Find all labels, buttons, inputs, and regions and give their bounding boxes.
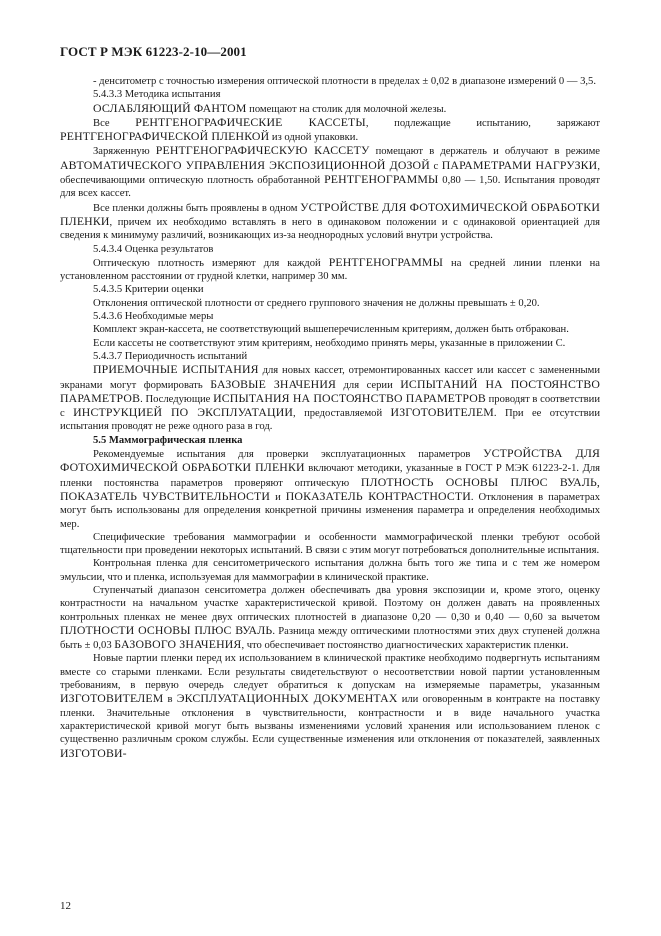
text-run: 5.4.3.3 Методика испытания — [93, 89, 221, 101]
paragraph — [60, 652, 600, 760]
text-run: с — [429, 160, 442, 172]
text-run: . Отклонения в параметрах могут быть использованы для определения конкретной причины изменения параметра и определения необходимых мер. — [60, 491, 600, 530]
term: ОСЛАБЛЯЮЩИЙ ФАНТОМ — [93, 100, 247, 115]
term: ПЛОТНОСТИ ОСНОВЫ ПЛЮС ВУАЛЬ — [60, 622, 273, 637]
paragraph — [60, 447, 600, 531]
text-run: 5.4.3.6 Необходимые меры — [93, 311, 214, 323]
paragraph — [60, 584, 600, 652]
paragraph — [60, 144, 600, 200]
text-run: Заряженную — [93, 146, 156, 158]
subsection-heading — [60, 88, 600, 101]
text-run: Ступенчатый диапазон сенситометра должен обеспечивать два уровня экспозиции и, кроме этого, оценку контрастности на начальном участке характеристической кривой. Поэтому он должен давать на проявленных контрольных пленках не менее двух оптических плотностей в диапазоне 0,20 — 0,30 и 0,40 — 0,60 за вычетом — [60, 584, 600, 623]
text-run: проводят в соответствии с — [60, 393, 600, 420]
paragraph — [60, 116, 600, 145]
term: РЕНТГЕНОГРАФИЧЕСКОЙ ПЛЕНКОЙ — [60, 129, 270, 144]
term: БАЗОВОГО ЗНАЧЕНИЯ — [114, 637, 242, 652]
text-run: для новых кассет, отремонтированных кассет или кассет с замененными экранами могут формировать — [60, 365, 601, 391]
term: РЕНТГЕНОГРАФИЧЕСКУЮ КАССЕТУ — [155, 143, 370, 158]
text-run: 5.4.3.4 Оценка результатов — [93, 243, 214, 255]
term: ЭКСПЛУАТАЦИОННЫХ ДОКУМЕНТАХ — [176, 691, 398, 706]
text-run: , подлежащие испытанию, заряжают — [365, 117, 601, 129]
term: УСТРОЙСТВА ДЛЯ ФОТОХИМИЧЕСКОЙ ОБРАБОТКИ ПЛЕНКИ — [60, 446, 600, 475]
paragraph — [60, 75, 600, 88]
term: ПРИЕМОЧНЫЕ ИСПЫТАНИЯ — [93, 362, 259, 377]
text-run: - денситометр с точностью измерения оптической плотности в пределах ± 0,02 в диапазоне измерений 0 — 3,5. — [93, 76, 597, 87]
text-run: , обеспечивающими оптическую плотность обработанной — [60, 160, 600, 187]
term: ИНСТРУКЦИЕЙ ПО ЭКСПЛУАТАЦИИ — [73, 405, 294, 420]
section-heading — [60, 434, 600, 447]
page-number: 12 — [60, 900, 71, 912]
text-run: . Последующие — [140, 393, 214, 405]
text-run: 5.4.3.5 Критерии оценки — [93, 284, 204, 296]
text-run: включают методики, указанные в ГОСТ Р МЭК 61223-2-1. Для пленки постоянства параметров проверяют оптическую — [60, 463, 600, 489]
subsection-heading — [60, 350, 600, 363]
text-run: в — [163, 694, 177, 706]
paragraph — [60, 102, 600, 116]
text-run: Новые партии пленки перед их использованием в клинической практике необходимо подвергнуть испытаниям вместе со старыми пленками. Если результаты свидетельствуют о несоответствии новой партии установленным требованиям, в первую очередь следует обратиться к допускам на измеряемые параметры, указанным — [60, 653, 600, 692]
text-run: Все пленки должны быть проявлены в одном — [93, 202, 301, 214]
text-run: Все — [93, 117, 136, 129]
paragraph — [60, 363, 600, 433]
term: ИЗГОТОВИ- — [60, 745, 127, 760]
text-run: , предоставляемой — [293, 408, 391, 420]
paragraph — [60, 337, 600, 350]
term: ИЗГОТОВИТЕЛЕМ — [60, 691, 164, 706]
text-run: или оговоренным в контракте на поставку пленки. Значительные отклонения в чувствительности, контрастности и в виде начального участка характеристической кривой могут быть вызваны изменениями условий хранения или использованием пленок с существенно различным сроком службы. Если существенные изменения или отклонения от показателей, заявленных — [60, 694, 600, 746]
document-header: ГОСТ Р МЭК 61223-2-10—2001 — [60, 44, 247, 59]
text-run: Специфические требования маммографии и особенности маммографической пленки требуют особой тщательности при проведении некоторых испытаний. В связи с этим могут потребоваться дополнительные испытания. — [60, 531, 600, 557]
term: ИСПЫТАНИЯ НА ПОСТОЯНСТВО ПАРАМЕТРОВ — [213, 390, 486, 405]
text-run: 5.5 Маммографическая пленка — [93, 434, 243, 446]
text-run: , причем их необходимо вставлять в него в одинаковом положении и с одинаковой ориентацией для сведения к минимуму различий, возникающих из-за неоднородных условий внутри устройства. — [60, 216, 600, 242]
term: ПЛОТНОСТЬ ОСНОВЫ ПЛЮС ВУАЛЬ, ПОКАЗАТЕЛЬ ЧУВСТВИТЕЛЬНОСТИ — [60, 474, 600, 503]
subsection-heading — [60, 310, 600, 323]
subsection-heading — [60, 283, 600, 296]
text-run: Комплект экран-кассета, не соответствующий вышеперечисленным критериям, должен быть отбракован. — [93, 324, 569, 336]
text-run: Рекомендуемые испытания для проверки эксплуатационных параметров — [93, 449, 484, 461]
text-run: 0,80 — 1,50. Испытания проводят для всех кассет. — [60, 175, 600, 200]
paragraph — [60, 531, 600, 558]
paragraph — [60, 557, 600, 584]
text-run: помещают в держатель и облучают в режиме — [369, 146, 600, 158]
text-run: на средней линии пленки на установленном расстоянии от грудной клетки, например 30 мм. — [60, 257, 600, 283]
term: УСТРОЙСТВЕ ДЛЯ ФОТОХИМИЧЕСКОЙ ОБРАБОТКИ ПЛЕНКИ — [60, 199, 600, 228]
text-run: для серии — [336, 379, 401, 391]
term: ИСПЫТАНИЙ НА ПОСТОЯНСТВО ПАРАМЕТРОВ — [60, 376, 601, 405]
term: РЕНТГЕНОГРАФИЧЕСКИЕ КАССЕТЫ — [135, 114, 366, 129]
paragraph — [60, 256, 600, 284]
text-run: Оптическую плотность измеряют для каждой — [93, 257, 329, 269]
text-run: 5.4.3.7 Периодичность испытаний — [93, 350, 248, 362]
text-run: Контрольная пленка для сенситометрического испытания должна быть того же типа и с тем же номером эмульсии, что и пленка, используемая для маммографии в клинической практике. — [60, 558, 600, 583]
term: БАЗОВЫЕ ЗНАЧЕНИЯ — [210, 376, 337, 391]
text-run: помещают на столик для молочной железы. — [246, 103, 447, 115]
text-run: и — [270, 491, 286, 503]
paragraph — [60, 323, 600, 336]
text-run: Если кассеты не соответствуют этим критериям, необходимо принять меры, указанные в приложении С. — [93, 337, 566, 349]
text-run: . При ее отсутствии испытания проводят не реже одного раза в год. — [60, 408, 600, 433]
paragraph — [60, 297, 600, 310]
text-run: из одной упаковки. — [269, 132, 359, 144]
text-run: Отклонения оптической плотности от среднего группового значения не должны превышать ± 0,20. — [93, 297, 540, 309]
term: РЕНТГЕНОГРАММЫ — [328, 254, 444, 269]
subsection-heading — [60, 243, 600, 256]
text-run: . Разница между оптическими плотностями этих двух ступеней должна быть ± 0,03 — [60, 625, 600, 652]
term: ПОКАЗАТЕЛЬ КОНТРАСТНОСТИ — [285, 488, 471, 503]
text-run: , что обеспечивает постоянство диагностических характеристик пленки. — [241, 640, 569, 652]
term: РЕНТГЕНОГРАММЫ — [324, 172, 439, 187]
term: АВТОМАТИЧЕСКОГО УПРАВЛЕНИЯ ЭКСПОЗИЦИОННОЙ ДОЗОЙ — [60, 157, 430, 172]
paragraph — [60, 201, 600, 243]
term: ПАРАМЕТРАМИ НАГРУЗКИ — [441, 157, 598, 172]
document-body — [60, 75, 600, 761]
term: ИЗГОТОВИТЕЛЕМ — [390, 405, 494, 420]
